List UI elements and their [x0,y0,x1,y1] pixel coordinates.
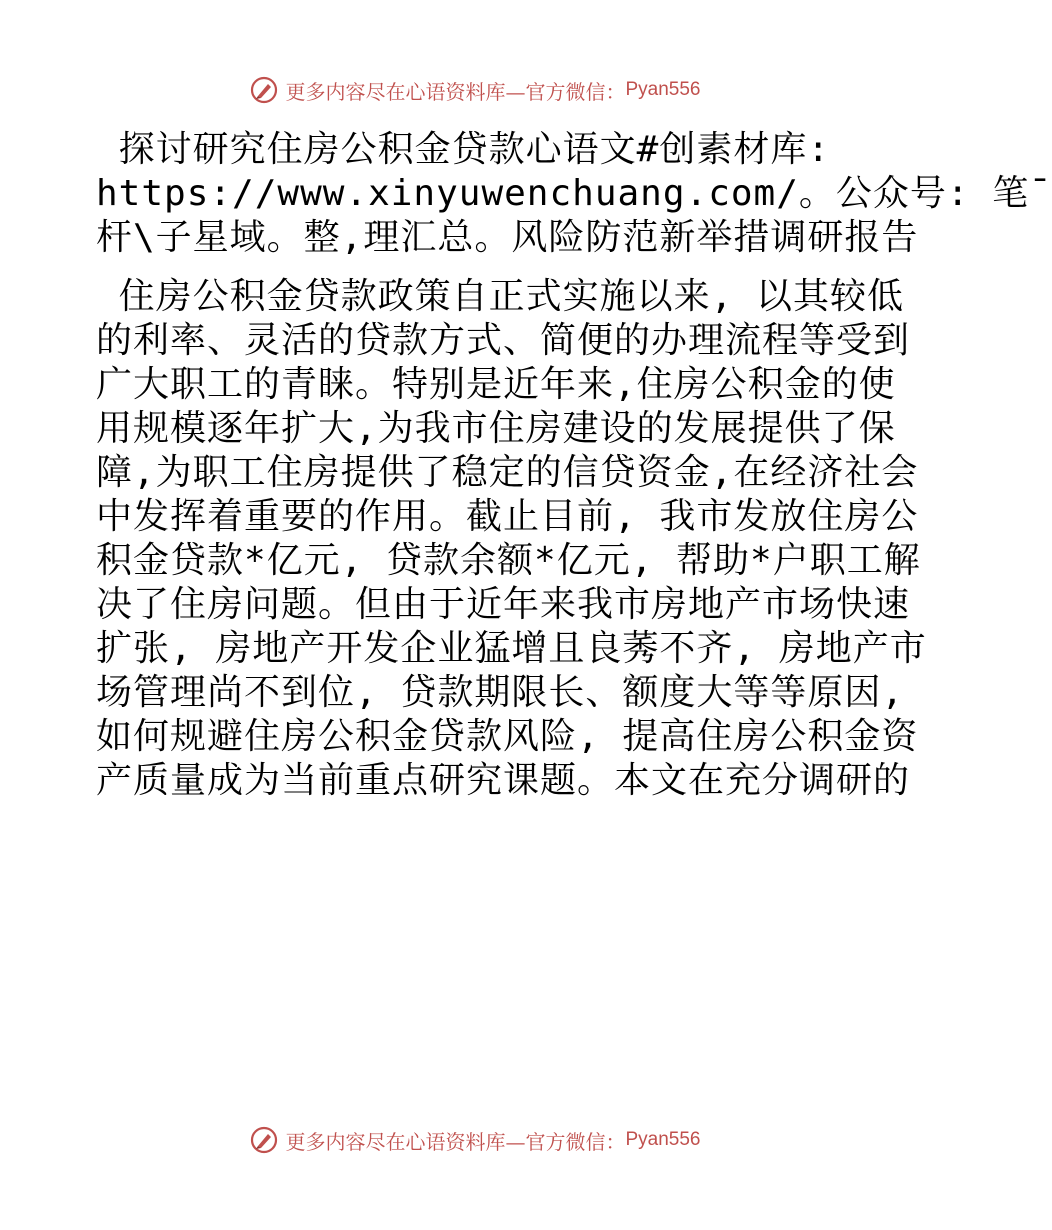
body-line: 扩张, 房地产开发企业猛增且良莠不齐, 房地产市 [96,628,927,669]
body-line: 住房公积金贷款政策自正式实施以来, 以其较低 [96,276,905,317]
footer-banner-wechat-id: Pyan556 [625,1129,701,1150]
body-line: 场管理尚不到位, 贷款期限长、额度大等等原因, [96,672,905,713]
body-line: 中发挥着重要的作用。截止目前, 我市发放住房公 [96,496,919,537]
footer-banner [0,1120,950,1160]
body-line: 的利率、灵活的贷款方式、简便的办理流程等受到 [96,320,911,361]
body-line: 障,为职工住房提供了稳定的信贷资金,在经济社会 [96,452,919,493]
pen-nib-logo-icon [249,75,279,105]
body-line: 广大职工的青睐。特别是近年来,住房公积金的使 [96,364,896,405]
title-line: 杆\子星域。整,理汇总。风险防范新举措调研报告 [96,217,919,258]
footer-banner-text: 更多内容尽在心语资料库—官方微信： [285,1129,626,1154]
body-line: 决了住房问题。但由于近年来我市房地产市场快速 [96,584,911,625]
document-body [96,128,1052,803]
header-banner-text: 更多内容尽在心语资料库—官方微信： [285,79,626,104]
document-title [96,128,1052,260]
header-banner [0,70,950,110]
pen-nib-logo-icon [249,1125,279,1155]
title-line: 探讨研究住房公积金贷款心语文#创素材库: [96,129,831,170]
body-line: 积金贷款*亿元, 贷款余额*亿元, 帮助*户职工解 [96,540,921,581]
header-banner-wechat-id: Pyan556 [625,79,701,100]
body-line: 如何规避住房公积金贷款风险, 提高住房公积金资 [96,716,919,757]
body-line: 产质量成为当前重点研究课题。本文在充分调研的 [96,760,911,801]
body-paragraph [96,275,927,803]
title-line: https://www.xinyuwenchuang.com/。公众号: 笔¯ [96,173,1052,214]
body-line: 用规模逐年扩大,为我市住房建设的发展提供了保 [96,408,896,449]
